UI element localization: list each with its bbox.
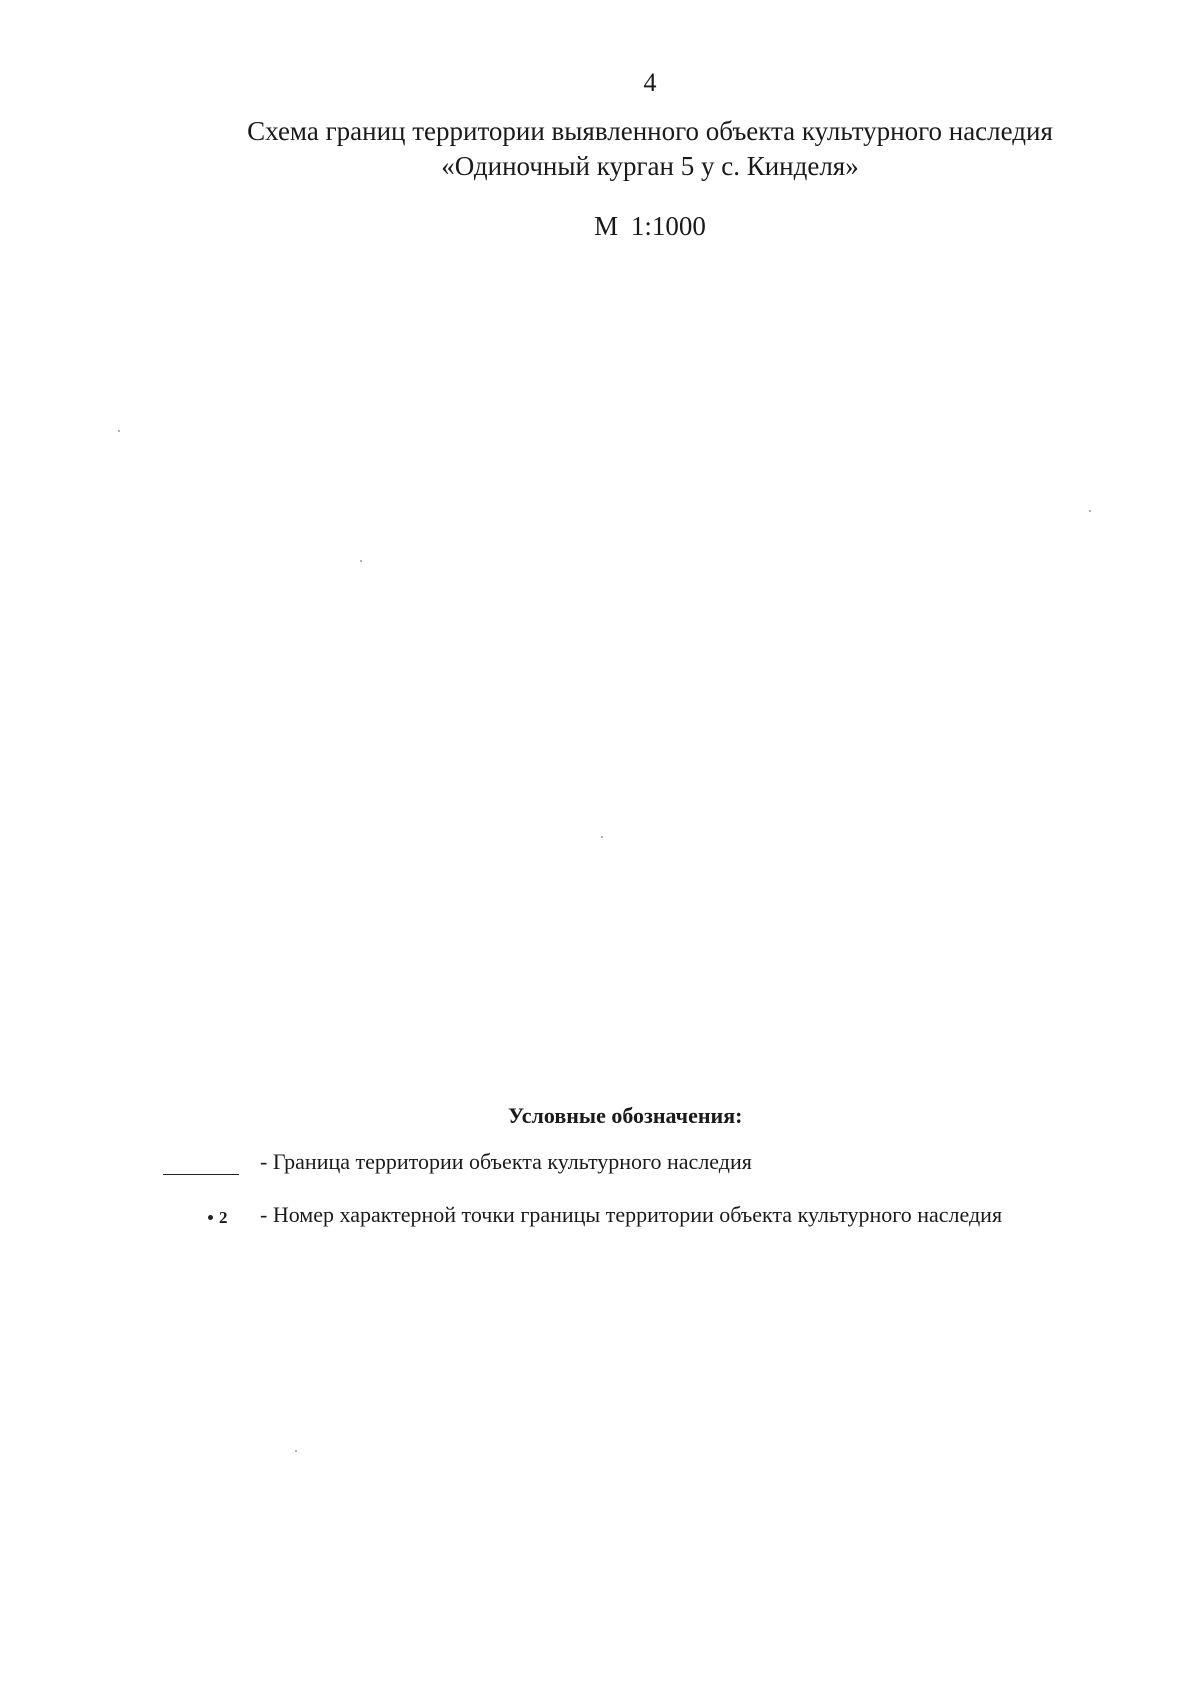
point-number-label: 2 <box>219 1208 228 1227</box>
dot-icon <box>208 1215 213 1220</box>
document-title <box>0 114 1200 184</box>
legend-item-text: - Граница территории объекта культурного наследия <box>260 1149 752 1174</box>
scan-speck <box>295 1450 297 1452</box>
page-number: 4 <box>643 68 657 97</box>
scan-speck <box>601 836 603 838</box>
title-line-1: Схема границ территории выявленного объекта культурного наследия <box>247 116 1053 146</box>
legend-item-point <box>0 1202 1200 1232</box>
map-scale: М 1:1000 <box>594 211 706 241</box>
legend-title: Условные обозначения: <box>508 1103 743 1128</box>
map-area-blank <box>120 260 1100 1020</box>
scan-speck <box>360 560 362 562</box>
point-marker-icon <box>208 1208 228 1228</box>
boundary-line-icon <box>163 1174 239 1175</box>
title-line-2: «Одиночный курган 5 у с. Кинделя» <box>441 151 859 181</box>
scan-speck <box>118 430 120 432</box>
legend-item-boundary <box>0 1149 1200 1179</box>
legend-item-text: - Номер характерной точки границы территории объекта культурного наследия <box>260 1202 1003 1227</box>
scan-speck <box>1089 510 1091 512</box>
